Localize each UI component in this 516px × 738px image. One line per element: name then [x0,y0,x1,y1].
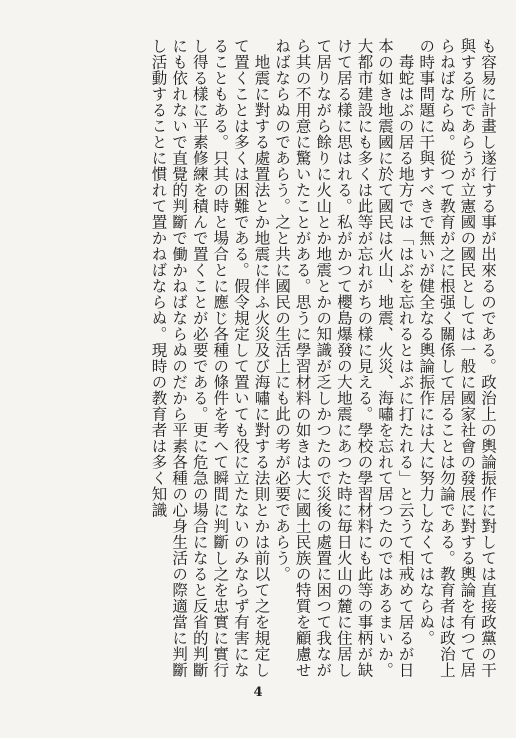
page-number: 4 [253,685,263,700]
vertical-text-body [14,38,498,678]
paragraph-2: 毒蛇はぶの居る地方では「はぶを忘れるとはぶに打たれる」と云うて相戒めて居るが日本の如き地震國に於て國民は火山、地震、火災、海嘯を忘れて居つたのではあるまいか。大都市建設にも多くは此等が忘れがちの樣に見える。學校の學習材料にも此等の事柄が缺けて居る樣に思はれる。私がかつて櫻島爆發の大地震にあつた時に毎日火山の麓に住居して居りながら餘りに火山とか地震とかの知識が乏しかつたので災後の處置に困つて我ながら其の不用意に驚いたことがある。思うに學習材料の如きは大に國土民族の特質を顧慮せねばならぬのであらう。之と共に國民の生活上にも此の考が必要であらう。 [273,38,415,678]
paragraph-3: 地震に對する處置法とか地震に伴ふ火災及び海嘯に對する法則とかは前以て之を規定して置くことは多くは困難である。假令規定して置いても役に立たないのみならず有害になることもある。只其の時と場合とに應じ各種の條件を考へて瞬間に判斷し之を忠實に實行し得る樣に平素修練を積んで置くことが必要である。更に危急の場合になると反省的判斷にも依れないで直覺的判斷で働かねばならぬのだから平素各種の心身生活の際適當に判斷し活動することに慣れて置かねばならぬ。現時の教育者は多く知識 [149,38,271,678]
paragraph-1: も容易に計畫し遂行する事が出來るのである。政治上の輿論振作に對しては直接政黨の干與する所であらうが立憲國の國民としては一般に國家社會の發展に對する輿論を有つて居らねばならぬ。從つて教育が之に根强く關係して居ることは勿論である。教育者は政治上の時事問題に干與すべきで無いが健全なる輿論振作には大に努力しなくてはならぬ。 [417,38,497,678]
